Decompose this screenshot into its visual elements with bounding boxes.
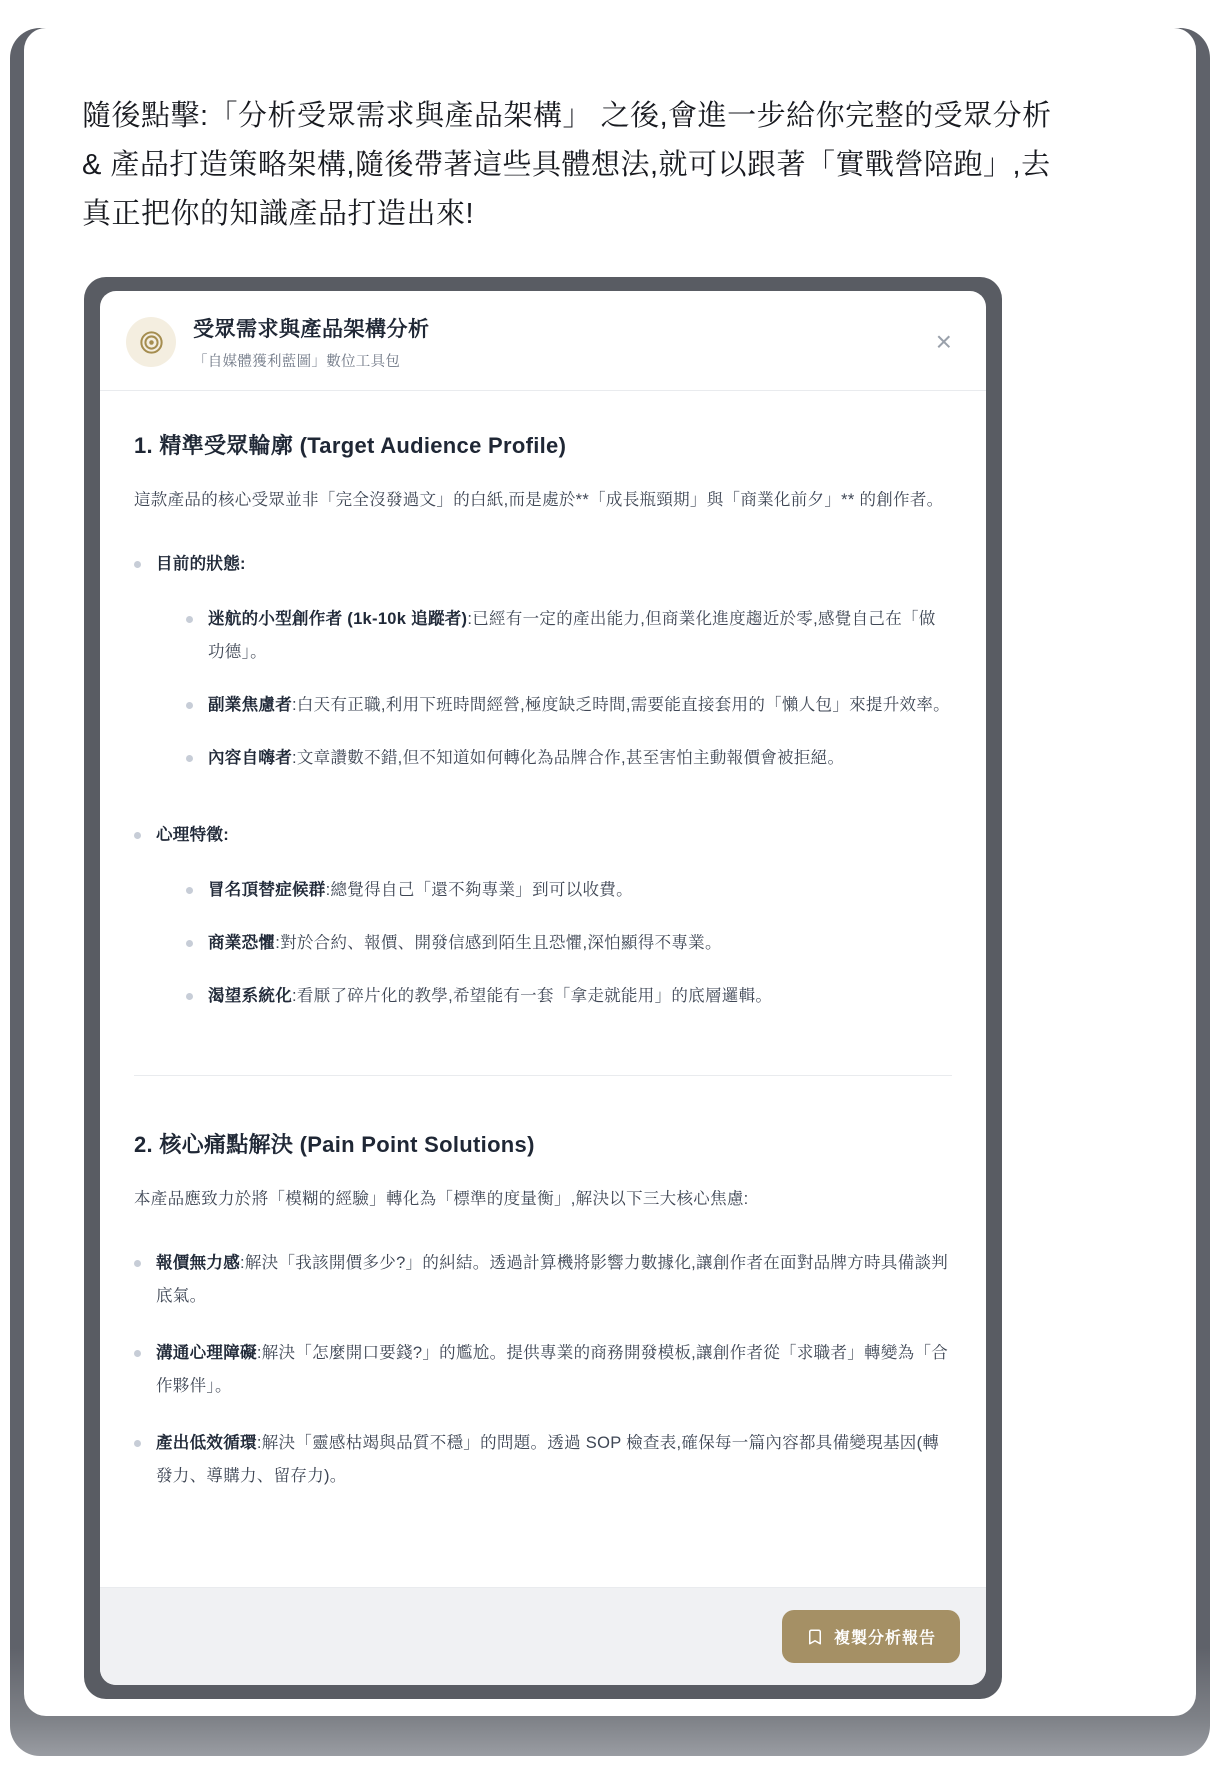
- list-item: [186, 742, 952, 775]
- list-item-desc: :文章讚數不錯,但不知道如何轉化為品牌合作,甚至害怕主動報價會被拒絕。: [292, 748, 845, 767]
- list-item-text: [208, 980, 772, 1013]
- list-item-term: 溝通心理障礙: [156, 1343, 257, 1362]
- close-icon[interactable]: ×: [928, 326, 960, 358]
- list-item-text: [208, 874, 633, 907]
- level2-list: [186, 874, 772, 1013]
- modal-title-block: [193, 313, 430, 371]
- list-item: [186, 603, 952, 669]
- bookmark-icon: [806, 1628, 824, 1646]
- bullet-dot-icon: [186, 616, 193, 623]
- list-group-label: 心理特徵:: [156, 825, 229, 844]
- modal-footer: [100, 1587, 986, 1685]
- section-paragraph: 本產品應致力於將「模糊的經驗」轉化為「標準的度量衡」,解決以下三大核心焦慮:: [134, 1189, 749, 1208]
- bullet-dot-icon: [134, 1350, 141, 1357]
- modal-backdrop: [84, 277, 1002, 1699]
- list-item-desc: :已經有一定的產出能力,但商業化進度趨近於零,感覺自己在「做功德」。: [208, 609, 936, 661]
- list-item-text: [156, 1247, 952, 1313]
- modal-subtitle: 「自媒體獲利藍圖」數位工具包: [193, 354, 401, 370]
- list-item-term: 冒名頂替症候群: [208, 880, 326, 899]
- list-item-text: [156, 1427, 952, 1493]
- list-item-text: [208, 927, 722, 960]
- section-heading: 1. 精準受眾輪廓 (Target Audience Profile): [134, 433, 567, 458]
- section-divider: [134, 1075, 952, 1076]
- section-paragraph: 這款產品的核心受眾並非「完全沒發過文」的白紙,而是處於**「成長瓶頸期」與「商業化前夕」** 的創作者。: [134, 491, 944, 509]
- list-item-term: 渴望系統化: [208, 986, 292, 1005]
- list-item: [186, 689, 952, 722]
- list-item-desc: :解決「靈感枯竭與品質不穩」的問題。透過 SOP 檢查表,確保每一篇內容都具備變現基因(轉發力、導購力、留存力)。: [156, 1433, 940, 1485]
- list-item-text: [156, 1337, 952, 1403]
- list-item-desc: :解決「我該開價多少?」的糾結。透過計算機將影響力數據化,讓創作者在面對品牌方時具備談判底氣。: [156, 1253, 949, 1305]
- list-item-term: 內容自嗨者: [208, 748, 292, 767]
- list-group: [134, 819, 952, 1033]
- list-item-term: 迷航的小型創作者 (1k-10k 追蹤者): [208, 609, 468, 628]
- intro-paragraph: 隨後點擊:「分析受眾需求與產品架構」 之後,會進一步給你完整的受眾分析 & 產品打造策略架構,隨後帶著這些具體想法,就可以跟著「實戰營陪跑」,去真正把你的知識產品打造出來!: [82, 100, 1052, 230]
- bullet-dot-icon: [134, 832, 141, 839]
- copy-report-button[interactable]: [782, 1610, 960, 1663]
- page-content-card: [24, 28, 1196, 1716]
- list-item-text: [208, 603, 952, 669]
- level2-list: [186, 603, 952, 775]
- list-item-desc: :總覺得自己「還不夠專業」到可以收費。: [325, 880, 633, 899]
- bullet-dot-icon: [134, 1260, 141, 1267]
- list-item-desc: :對於合約、報價、開發信感到陌生且恐懼,深怕顯得不專業。: [275, 933, 722, 952]
- list-item-text: [208, 689, 950, 722]
- list-item: [186, 874, 772, 907]
- bullseye-icon: [126, 317, 176, 367]
- list-item: [134, 1337, 952, 1403]
- bullet-dot-icon: [186, 702, 193, 709]
- list-item-term: 產出低效循環: [156, 1433, 257, 1452]
- bullet-dot-icon: [186, 940, 193, 947]
- modal-header: [100, 291, 986, 391]
- list-item-term: 報價無力感: [156, 1253, 240, 1272]
- list-item-text: [208, 742, 844, 775]
- list-item: [134, 1247, 952, 1313]
- list-item: [186, 927, 772, 960]
- bullet-dot-icon: [186, 887, 193, 894]
- list-item-term: 副業焦慮者: [208, 695, 292, 714]
- analysis-modal: [100, 291, 986, 1685]
- bullet-dot-icon: [186, 755, 193, 762]
- list-item-term: 商業恐懼: [208, 933, 276, 952]
- list-item: [186, 980, 772, 1013]
- bullet-dot-icon: [134, 1440, 141, 1447]
- level1-list: [134, 548, 952, 1033]
- list-item: [134, 1427, 952, 1493]
- modal-title: 受眾需求與產品架構分析: [193, 318, 430, 341]
- list-group: [134, 548, 952, 795]
- list-item-desc: :解決「怎麼開口要錢?」的尷尬。提供專業的商務開發模板,讓創作者從「求職者」轉變為「合作夥伴」。: [156, 1343, 949, 1395]
- section-heading: 2. 核心痛點解決 (Pain Point Solutions): [134, 1131, 535, 1157]
- list-group-label: 目前的狀態:: [156, 554, 246, 573]
- list-group-content: [156, 548, 952, 795]
- bullet-dot-icon: [186, 993, 193, 1000]
- list-item-desc: :白天有正職,利用下班時間經營,極度缺乏時間,需要能直接套用的「懶人包」來提升效率。: [292, 695, 950, 714]
- bullet-dot-icon: [134, 561, 141, 568]
- list-group-content: [156, 819, 772, 1033]
- level1-list: [134, 1247, 952, 1493]
- list-item-desc: :看厭了碎片化的教學,希望能有一套「拿走就能用」的底層邏輯。: [292, 986, 773, 1005]
- modal-body: [100, 391, 986, 1587]
- copy-report-button-label: 複製分析報告: [833, 1630, 936, 1647]
